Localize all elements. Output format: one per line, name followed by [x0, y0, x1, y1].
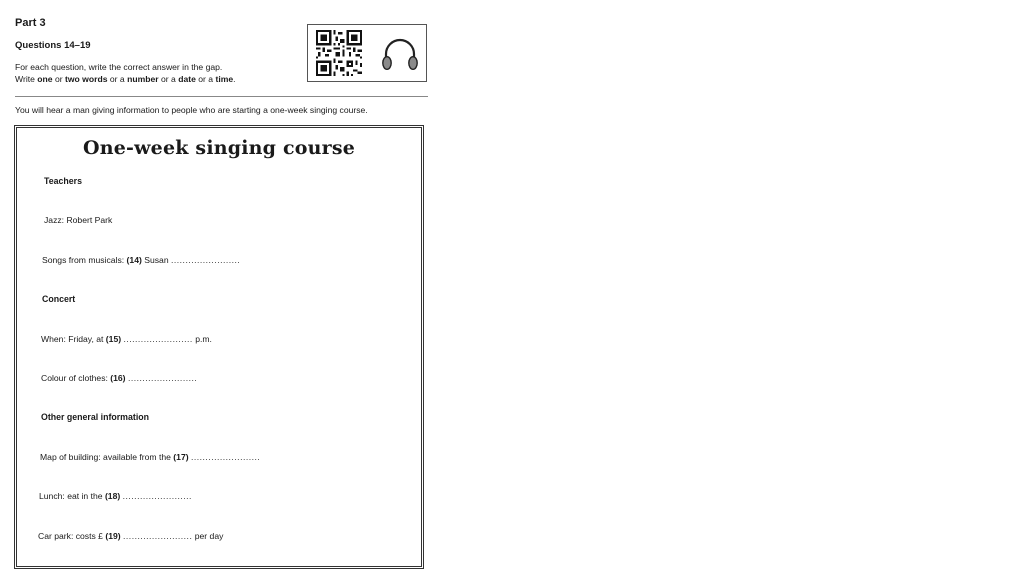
question-16-row: [41, 373, 197, 383]
question-number-16: (16): [110, 373, 126, 383]
instr-text: .: [233, 74, 236, 84]
row-label: When: Friday, at: [41, 334, 104, 344]
question-number-15: (15): [105, 334, 122, 344]
instr-text: or: [52, 74, 65, 84]
answer-gap-19[interactable]: ........................: [123, 531, 193, 541]
answer-gap-14[interactable]: ........................: [171, 255, 241, 265]
instr-text: Write: [15, 74, 38, 84]
row-label: Map of building: available from the: [40, 452, 171, 462]
divider: [15, 96, 428, 97]
instr-text: or a: [158, 74, 179, 84]
part-title: Part 3: [15, 17, 46, 29]
form-frame: [14, 125, 424, 569]
instr-bold: one: [37, 74, 53, 84]
instr-bold: date: [178, 74, 196, 84]
answer-gap-18[interactable]: ........................: [122, 491, 192, 501]
question-number-17: (17): [173, 452, 189, 462]
intro-text: You will hear a man giving information to people who are starting a one-week singing course.: [15, 105, 368, 115]
row-label: per day: [194, 531, 224, 541]
instruction-line-1: For each question, write the correct answer in the gap.: [15, 62, 223, 72]
question-14-row: [42, 255, 240, 265]
headphones-icon[interactable]: [380, 34, 420, 74]
row-label: Susan: [144, 255, 169, 265]
row-label: Car park: costs £: [38, 531, 103, 541]
questions-range: Questions 14–19: [15, 40, 91, 51]
question-19-row: [38, 531, 223, 541]
answer-gap-17[interactable]: ........................: [190, 452, 261, 462]
instructions: [15, 61, 236, 85]
instr-bold: time: [215, 74, 234, 84]
question-18-row: [39, 491, 192, 501]
instr-text: or a: [195, 74, 216, 84]
instr-text: or a: [107, 74, 128, 84]
row-label: Songs from musicals:: [42, 255, 125, 265]
answer-gap-15[interactable]: ........................: [123, 334, 193, 344]
section-concert-heading: Concert: [42, 294, 76, 304]
question-number-18: (18): [104, 491, 121, 501]
instr-bold: two words: [65, 74, 108, 84]
row-label: p.m.: [195, 334, 212, 344]
audio-box: [307, 24, 427, 82]
instr-bold: number: [127, 74, 159, 84]
section-teachers-heading: Teachers: [44, 176, 82, 186]
question-15-row: [41, 334, 212, 344]
question-number-14: (14): [126, 255, 142, 265]
row-label: Colour of clothes:: [41, 373, 108, 383]
answer-gap-16[interactable]: ........................: [127, 373, 198, 383]
question-number-19: (19): [105, 531, 121, 541]
form-title: One-week singing course: [82, 137, 356, 159]
instruction-line-2: [15, 73, 236, 85]
qr-code-icon[interactable]: [316, 30, 362, 76]
question-17-row: [40, 452, 260, 462]
row-label: Lunch: eat in the: [39, 491, 103, 501]
section-general-heading: Other general information: [41, 412, 150, 422]
jazz-teacher: Jazz: Robert Park: [44, 215, 113, 225]
